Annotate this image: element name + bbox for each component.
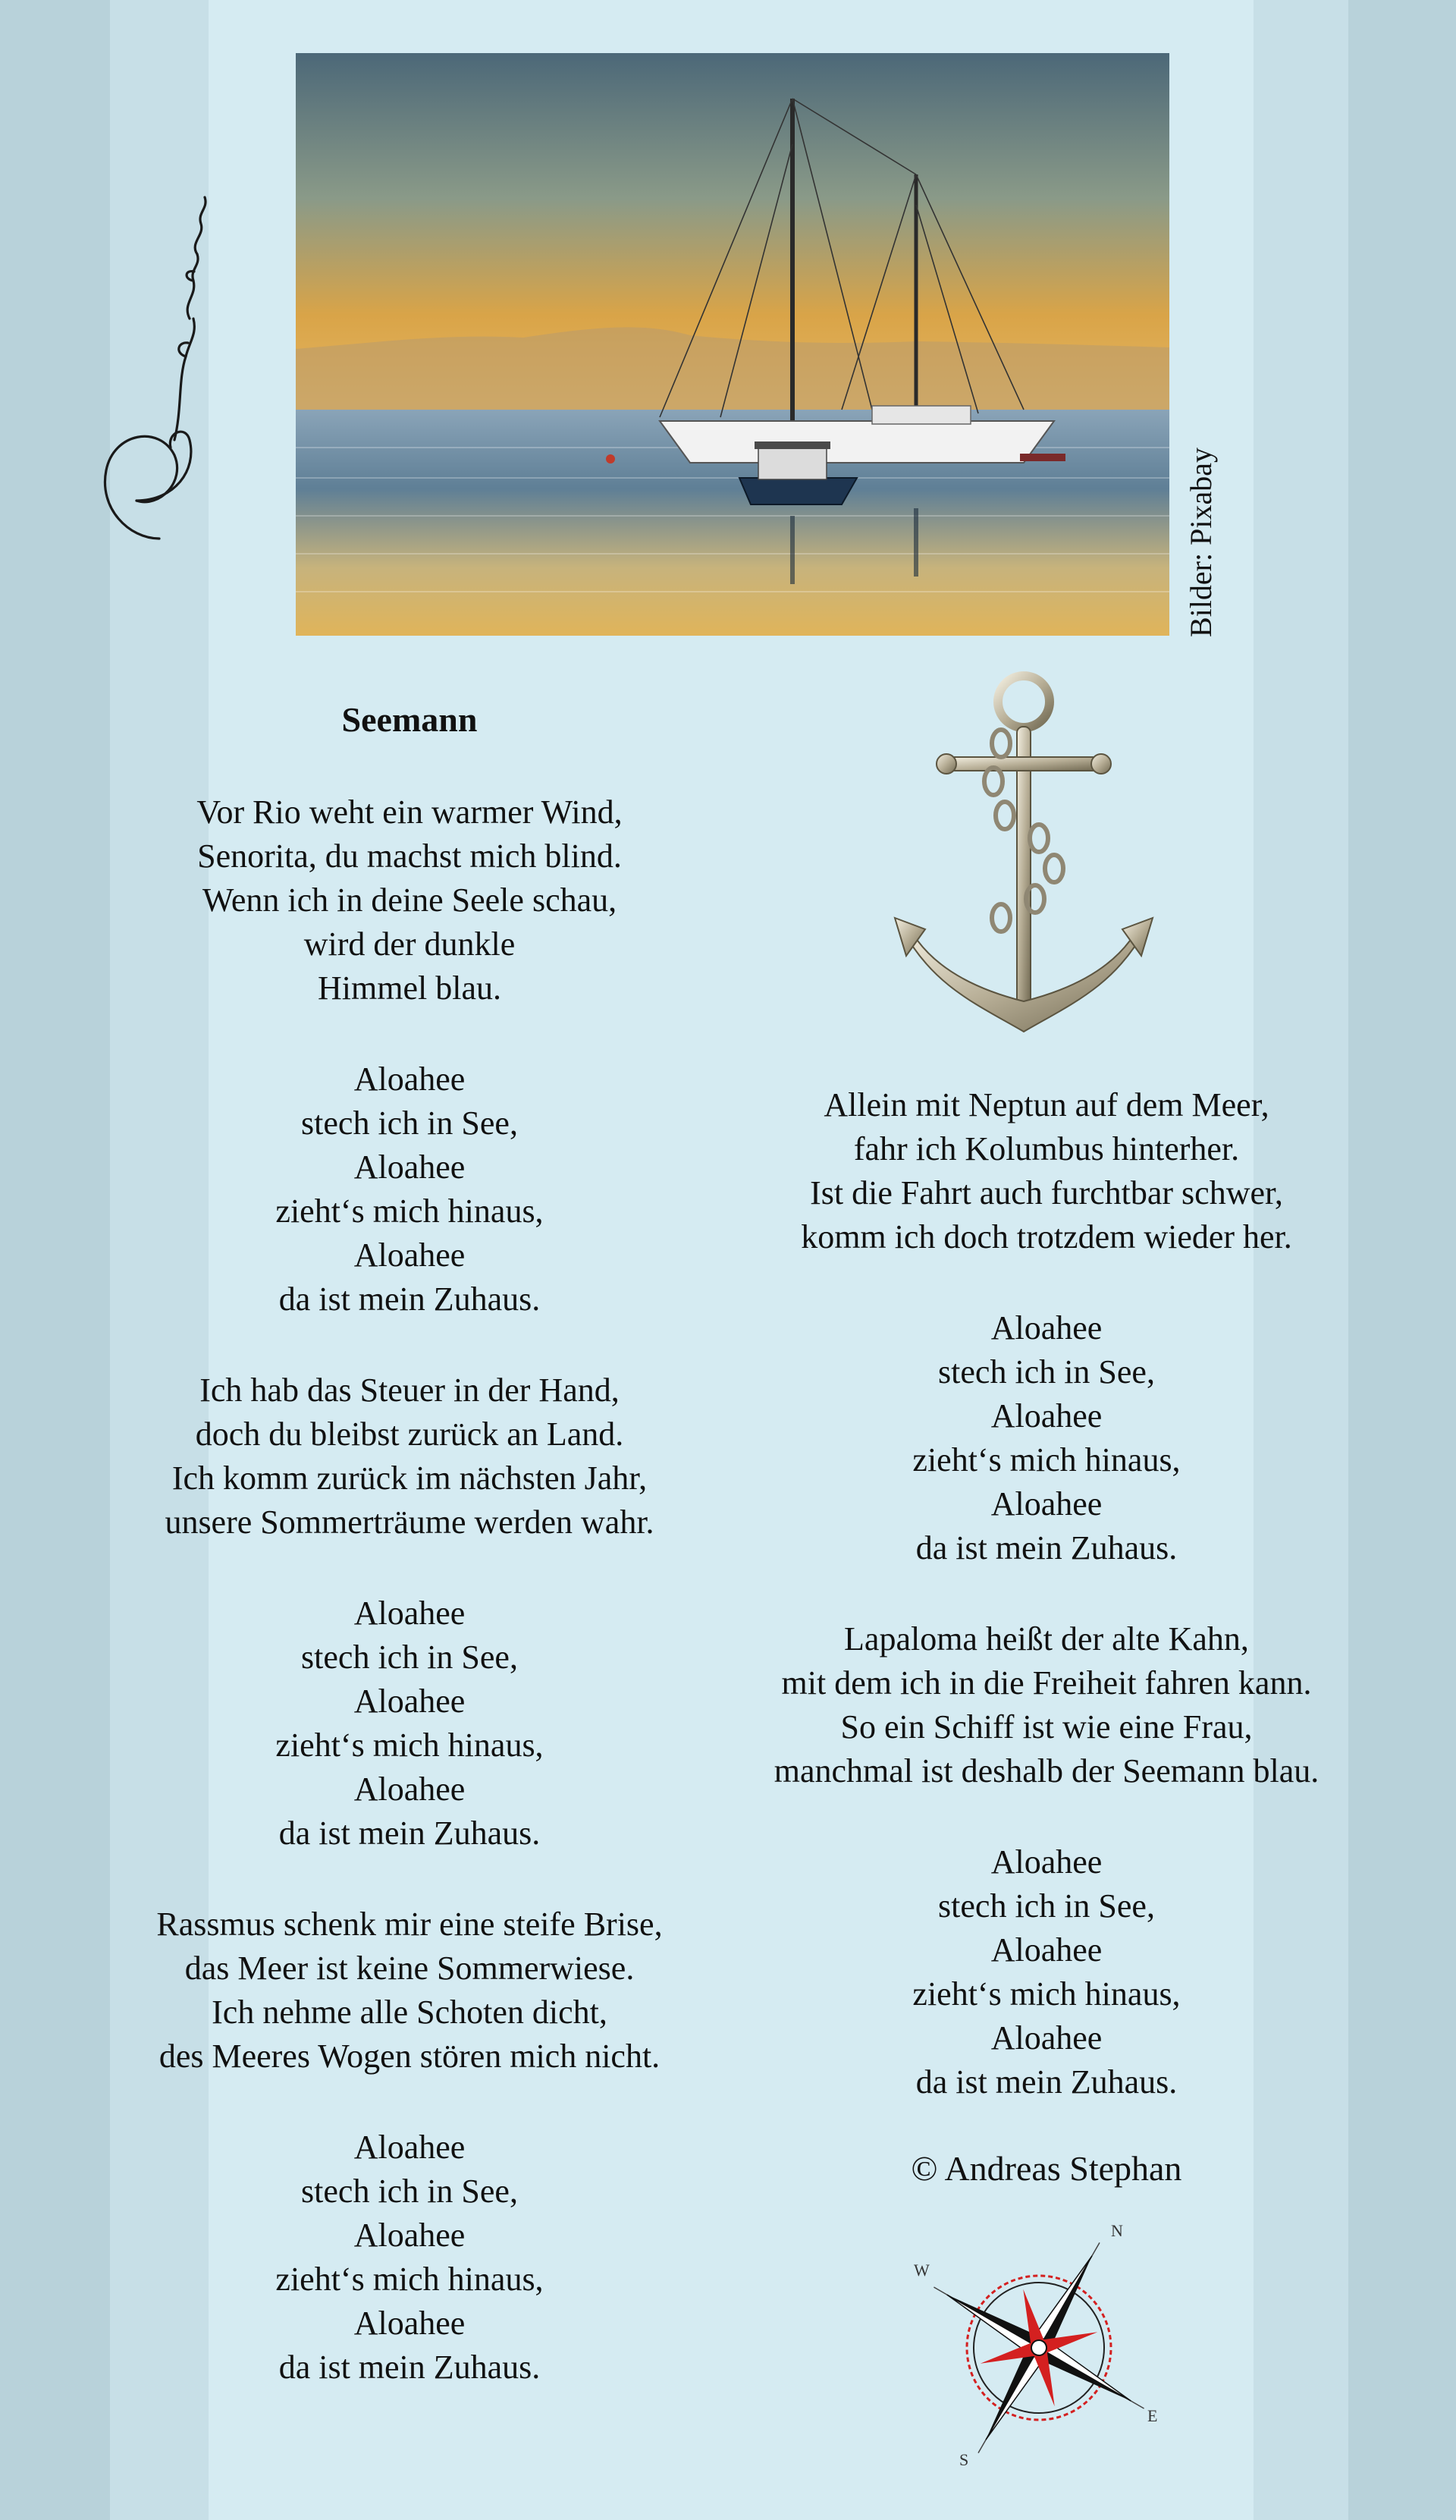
stanza	[76, 790, 743, 1010]
compass-label-west: W	[914, 2261, 930, 2280]
poem-column-left	[76, 698, 743, 2437]
verse-line: stech ich in See,	[938, 1887, 1155, 1925]
verse-line: So ein Schiff ist wie eine Frau,	[840, 1708, 1253, 1745]
verse-line: stech ich in See,	[938, 1353, 1155, 1390]
stanza	[76, 1368, 743, 1544]
verse-line: zieht‘s mich hinaus,	[275, 1192, 544, 1230]
verse-line: Aloahee	[353, 1236, 466, 1274]
verse-line: stech ich in See,	[301, 1104, 518, 1142]
verse-line: Aloahee	[990, 1931, 1103, 1969]
refrain	[76, 1057, 743, 1321]
poem-column-right	[667, 1083, 1426, 2191]
verse-line: Aloahee	[990, 1485, 1103, 1522]
verse-line: Aloahee	[353, 2217, 466, 2254]
verse-line: Aloahee	[353, 2129, 466, 2166]
verse-line: mit dem ich in die Freiheit fahren kann.	[781, 1664, 1312, 1701]
verse-line: da ist mein Zuhaus.	[915, 1529, 1178, 1566]
verse-line: stech ich in See,	[301, 1639, 518, 1676]
refrain	[667, 1306, 1426, 1570]
verse-line: da ist mein Zuhaus.	[278, 1280, 541, 1318]
verse-line: Ich hab das Steuer in der Hand,	[199, 1372, 620, 1409]
compass-label-north: N	[1111, 2221, 1123, 2240]
verse-line: Rassmus schenk mir eine steife Brise,	[156, 1906, 663, 1943]
anchor-icon	[880, 668, 1168, 1047]
verse-line: Vor Rio weht ein warmer Wind,	[196, 793, 623, 831]
refrain	[76, 1591, 743, 1855]
verse-line: Ist die Fahrt auch furchtbar schwer,	[810, 1174, 1283, 1211]
verse-line: Aloahee	[353, 2305, 466, 2342]
verse-line: Senorita, du machst mich blind.	[197, 837, 622, 875]
verse-line: Ich komm zurück im nächsten Jahr,	[171, 1460, 648, 1497]
verse-line: Aloahee	[990, 1397, 1103, 1434]
verse-line: zieht‘s mich hinaus,	[912, 1975, 1181, 2013]
verse-line: Aloahee	[353, 1148, 466, 1186]
poem-title: Seemann	[341, 700, 478, 739]
verse-line: Himmel blau.	[318, 969, 501, 1007]
refrain	[76, 2126, 743, 2390]
signature-logo	[46, 182, 235, 546]
compass-label-east: E	[1147, 2406, 1158, 2425]
verse-line: da ist mein Zuhaus.	[278, 1815, 541, 1852]
verse-line: doch du bleibst zurück an Land.	[195, 1416, 624, 1453]
verse-line: da ist mein Zuhaus.	[915, 2063, 1178, 2101]
verse-line: das Meer ist keine Sommerwiese.	[184, 1950, 635, 1987]
sailboat-photo	[296, 53, 1169, 636]
verse-line: unsere Sommerträume werden wahr.	[165, 1504, 654, 1541]
verse-line: Ich nehme alle Schoten dicht,	[212, 1994, 607, 2031]
verse-line: Lapaloma heißt der alte Kahn,	[844, 1620, 1249, 1657]
verse-line: des Meeres Wogen stören mich nicht.	[158, 2038, 661, 2075]
refrain	[667, 1840, 1426, 2104]
verse-line: manchmal ist deshalb der Seemann blau.	[774, 1752, 1320, 1789]
compass-rose-icon	[906, 2215, 1172, 2481]
verse-line: Aloahee	[990, 1309, 1103, 1346]
verse-line: fahr ich Kolumbus hinterher.	[853, 1130, 1240, 1167]
verse-line: Allein mit Neptun auf dem Meer,	[824, 1086, 1269, 1123]
verse-line: Aloahee	[353, 1771, 466, 1808]
copyright-notice: © Andreas Stephan	[911, 2149, 1182, 2188]
verse-line: da ist mein Zuhaus.	[278, 2349, 541, 2386]
image-credit: Bilder: Pixabay	[1184, 448, 1218, 637]
verse-line: zieht‘s mich hinaus,	[912, 1441, 1181, 1478]
verse-line: Aloahee	[353, 1683, 466, 1720]
stanza	[76, 1903, 743, 2079]
verse-line: Aloahee	[353, 1595, 466, 1632]
stanza	[667, 1083, 1426, 1259]
verse-line: stech ich in See,	[301, 2173, 518, 2210]
verse-line: Wenn ich in deine Seele schau,	[202, 881, 617, 919]
verse-line: zieht‘s mich hinaus,	[275, 2261, 544, 2298]
verse-line: komm ich doch trotzdem wieder her.	[801, 1218, 1292, 1255]
verse-line: Aloahee	[353, 1060, 466, 1098]
verse-line: Aloahee	[990, 1843, 1103, 1881]
compass-label-south: S	[959, 2450, 969, 2469]
verse-line: wird der dunkle	[303, 925, 516, 963]
stanza	[667, 1617, 1426, 1793]
verse-line: Aloahee	[990, 2019, 1103, 2057]
verse-line: zieht‘s mich hinaus,	[275, 1727, 544, 1764]
